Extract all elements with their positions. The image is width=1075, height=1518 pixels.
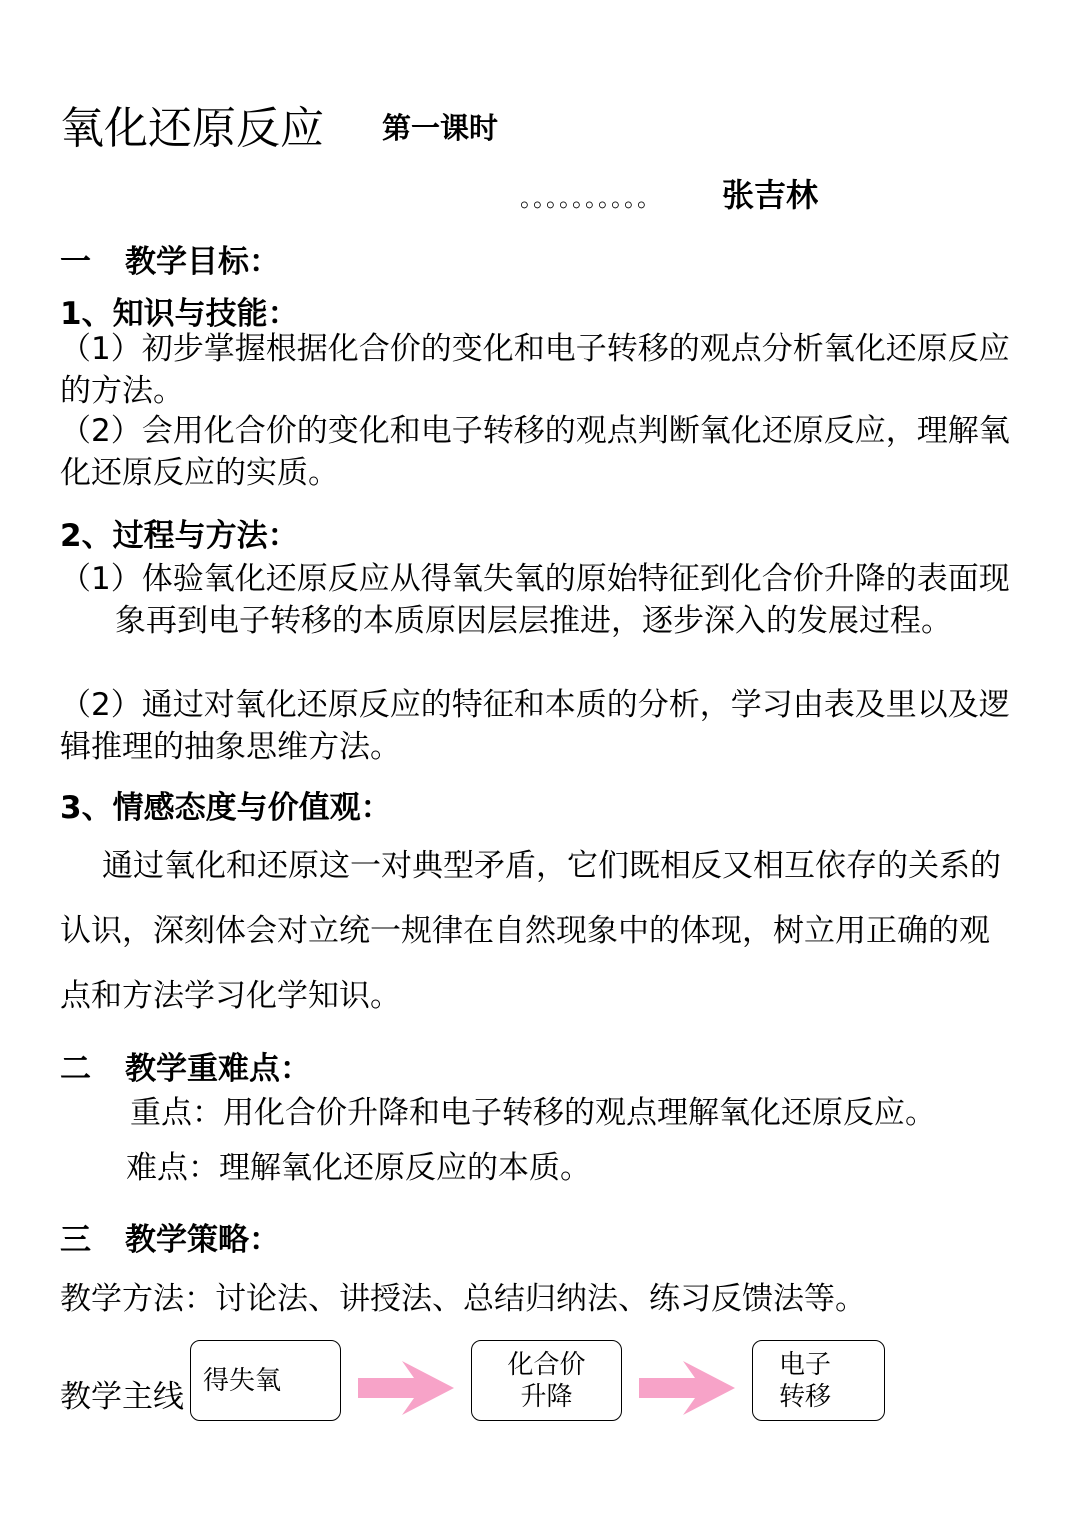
flow-box-oxygen: [190, 1340, 341, 1421]
flow-box-valence-line2: 升降: [520, 1381, 573, 1412]
section3-number: 三: [60, 1222, 91, 1258]
knowledge-item-1: （1）初步掌握根据化合价的变化和电子转移的观点分析氧化还原反应的方法。: [60, 331, 1010, 409]
section1-heading: 教学目标：: [125, 244, 280, 280]
subsection2-title: 2、过程与方法：: [60, 518, 299, 554]
section2-number: 二: [60, 1051, 91, 1087]
leader-dots: 。。。。。。。。。。: [520, 184, 662, 212]
flow-box-electron-line1: 电子: [779, 1349, 832, 1380]
section1-number: 一: [60, 244, 91, 280]
subsection3-title: 3、情感态度与价值观：: [60, 790, 392, 826]
flow-box-valence: [471, 1340, 622, 1421]
knowledge-item-2: （2）会用化合价的变化和电子转移的观点判断氧化还原反应，理解氧化还原反应的实质。: [60, 413, 1010, 491]
key-point: 重点：用化合价升降和电子转移的观点理解氧化还原反应。: [130, 1095, 936, 1131]
flow-arrow-2-shape: [639, 1361, 735, 1415]
flow-box-valence-line1: 化合价: [507, 1349, 586, 1380]
process-item-1: （1）体验氧化还原反应从得氧失氧的原始特征到化合价升降的表面现象再到电子转移的本质原因层层推进，逐步深入的发展过程。: [60, 561, 1010, 639]
author-name: 张吉林: [722, 176, 819, 214]
subsection1-title: 1、知识与技能：: [60, 296, 299, 332]
page-title: 氧化还原反应: [60, 103, 324, 154]
flow-box-electron: [752, 1340, 885, 1421]
flow-arrow-1: [358, 1358, 454, 1418]
process-item-2: （2）通过对氧化还原反应的特征和本质的分析，学习由表及里以及逻辑推理的抽象思维方法。: [60, 687, 1010, 765]
section2-heading: 教学重难点：: [125, 1051, 311, 1087]
section3-heading: 教学策略：: [125, 1222, 280, 1258]
mainline-label: 教学主线: [60, 1379, 184, 1415]
flow-box-oxygen-label: 得失氧: [203, 1365, 282, 1396]
lesson-subtitle: 第一课时: [382, 111, 499, 145]
flow-box-electron-line2: 转移: [779, 1381, 832, 1412]
flow-arrow-1-shape: [358, 1361, 454, 1415]
difficulty-point: 难点：理解氧化还原反应的本质。: [126, 1150, 591, 1186]
values-paragraph: 通过氧化和还原这一对典型矛盾，它们既相反又相互依存的关系的认识，深刻体会对立统一规律在自然现象中的体现，树立用正确的观点和方法学习化学知识。: [60, 848, 1001, 1014]
flow-arrow-2: [639, 1358, 735, 1418]
teaching-methods: 教学方法：讨论法、讲授法、总结归纳法、练习反馈法等。: [60, 1281, 866, 1317]
